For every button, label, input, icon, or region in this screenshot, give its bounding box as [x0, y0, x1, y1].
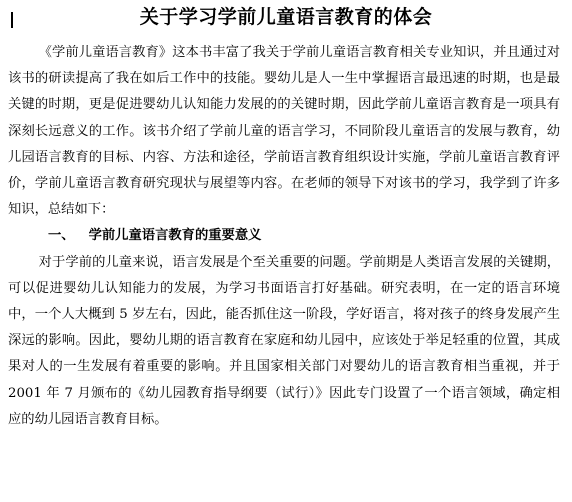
document-title: 关于学习学前儿童语言教育的体会 [139, 6, 433, 28]
section-paragraph: 对于学前的儿童来说，语言发展是个至关重要的问题。学前期是人类语言发展的关键期，可以促进婴幼儿认知能力的发展，为学习书面语言打好基础。研究表明，在一定的语言环境中，一个人大概到 5 岁左右，因此，能否抓住这一阶段，学好语言，将对孩子的终身发展产生深远的影响。因此，婴幼儿期的语言教育在家庭和幼儿园中，应该处于举足轻重的位置，其成果对人的一生发展有着重要的影响。并且国家相关部门对婴幼儿的语言教育相当重视，并于 2001 年 7 月颁布的《幼儿园教育指导纲要（试行）》因此专门设置了一个语言领域，确定相应的幼儿园语言教育目标。 [8, 254, 560, 427]
intro-paragraph: 《学前儿童语言教育》这本书丰富了我关于学前儿童语言教育相关专业知识，并且通过对该书的研读提高了我在如后工作中的技能。婴幼儿是人一生中掌握语言最迅速的时期，也是最关键的时期，更是促进婴幼儿认知能力发展的的关键时期，因此学前儿童语言教育是一项具有深刻长远意义的工作。该书介绍了学前儿童的语言学习，不同阶段儿童语言的发展与教育，幼儿园语言教育的目标、内容、方法和途径，学前语言教育组织设计实施，学前儿童语言教育评价，学前儿童语言教育研究现状与展望等内容。在老师的领导下对该书的学习，我学到了许多知识，总结如下： [8, 45, 560, 218]
section-number: 一、 [48, 228, 75, 244]
document-body [8, 40, 560, 433]
section-heading [8, 223, 560, 249]
section-heading-text: 学前儿童语言教育的重要意义 [88, 228, 262, 244]
